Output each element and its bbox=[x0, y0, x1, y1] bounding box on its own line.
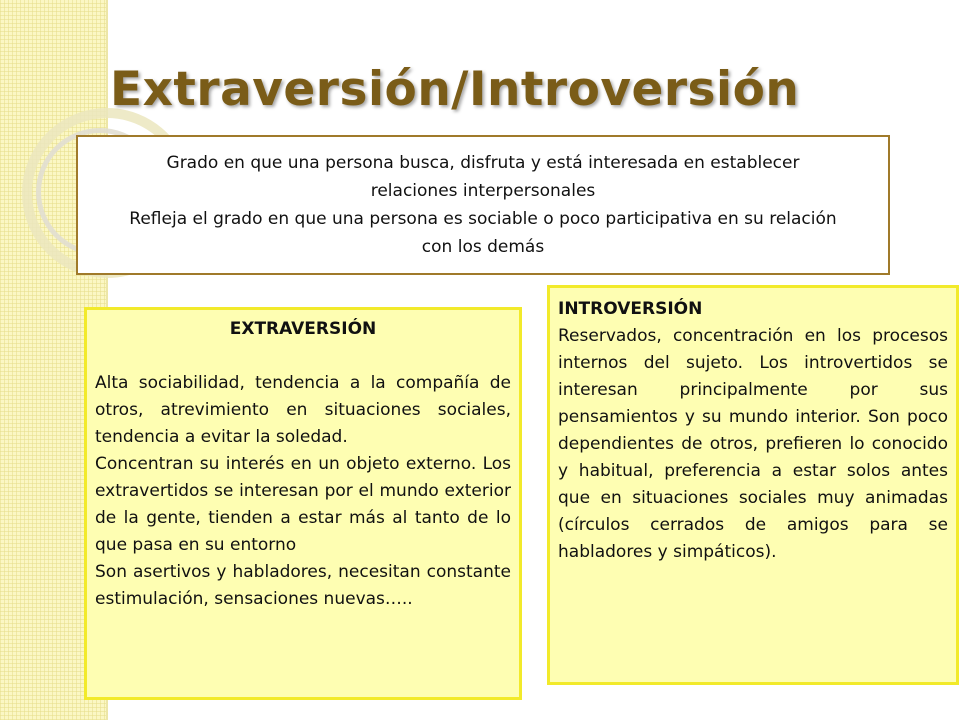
definition-line-1: Grado en que una persona busca, disfruta y está interesada en establecer relaciones interpersonales bbox=[166, 153, 800, 201]
extraversion-heading: EXTRAVERSIÓN bbox=[229, 319, 377, 339]
extraversion-paragraph-1: Alta sociabilidad, tendencia a la compañía de otros, atrevimiento en situaciones sociales, tendencia a evitar la soledad. bbox=[95, 373, 511, 447]
definition-box bbox=[76, 135, 890, 275]
introversion-heading: INTROVERSIÓN bbox=[558, 299, 703, 319]
slide-title: Extraversión/Introversión bbox=[110, 62, 800, 117]
extraversion-paragraph-2: Concentran su interés en un objeto externo. Los extravertidos se interesan por el mundo exterior de la gente, tienden a estar más al tanto de lo que pasa en su entorno bbox=[95, 454, 511, 555]
definition-line-2: Refleja el grado en que una persona es sociable o poco participativa en su relación con los demás bbox=[129, 209, 837, 257]
definition-text bbox=[78, 149, 888, 261]
introversion-panel bbox=[547, 285, 959, 685]
extraversion-paragraph-3: Son asertivos y habladores, necesitan constante estimulación, sensaciones nuevas….. bbox=[95, 562, 511, 609]
extraversion-panel bbox=[84, 307, 522, 700]
introversion-body: Reservados, concentración en los procesos internos del sujeto. Los introvertidos se interesan principalmente por sus pensamientos y su mundo interior. Son poco dependientes de otros, prefieren lo conocido y habitual, preferencia a estar solos antes que en situaciones sociales muy animadas (círculos cerrados de amigos para se habladores y simpáticos). bbox=[558, 326, 948, 562]
